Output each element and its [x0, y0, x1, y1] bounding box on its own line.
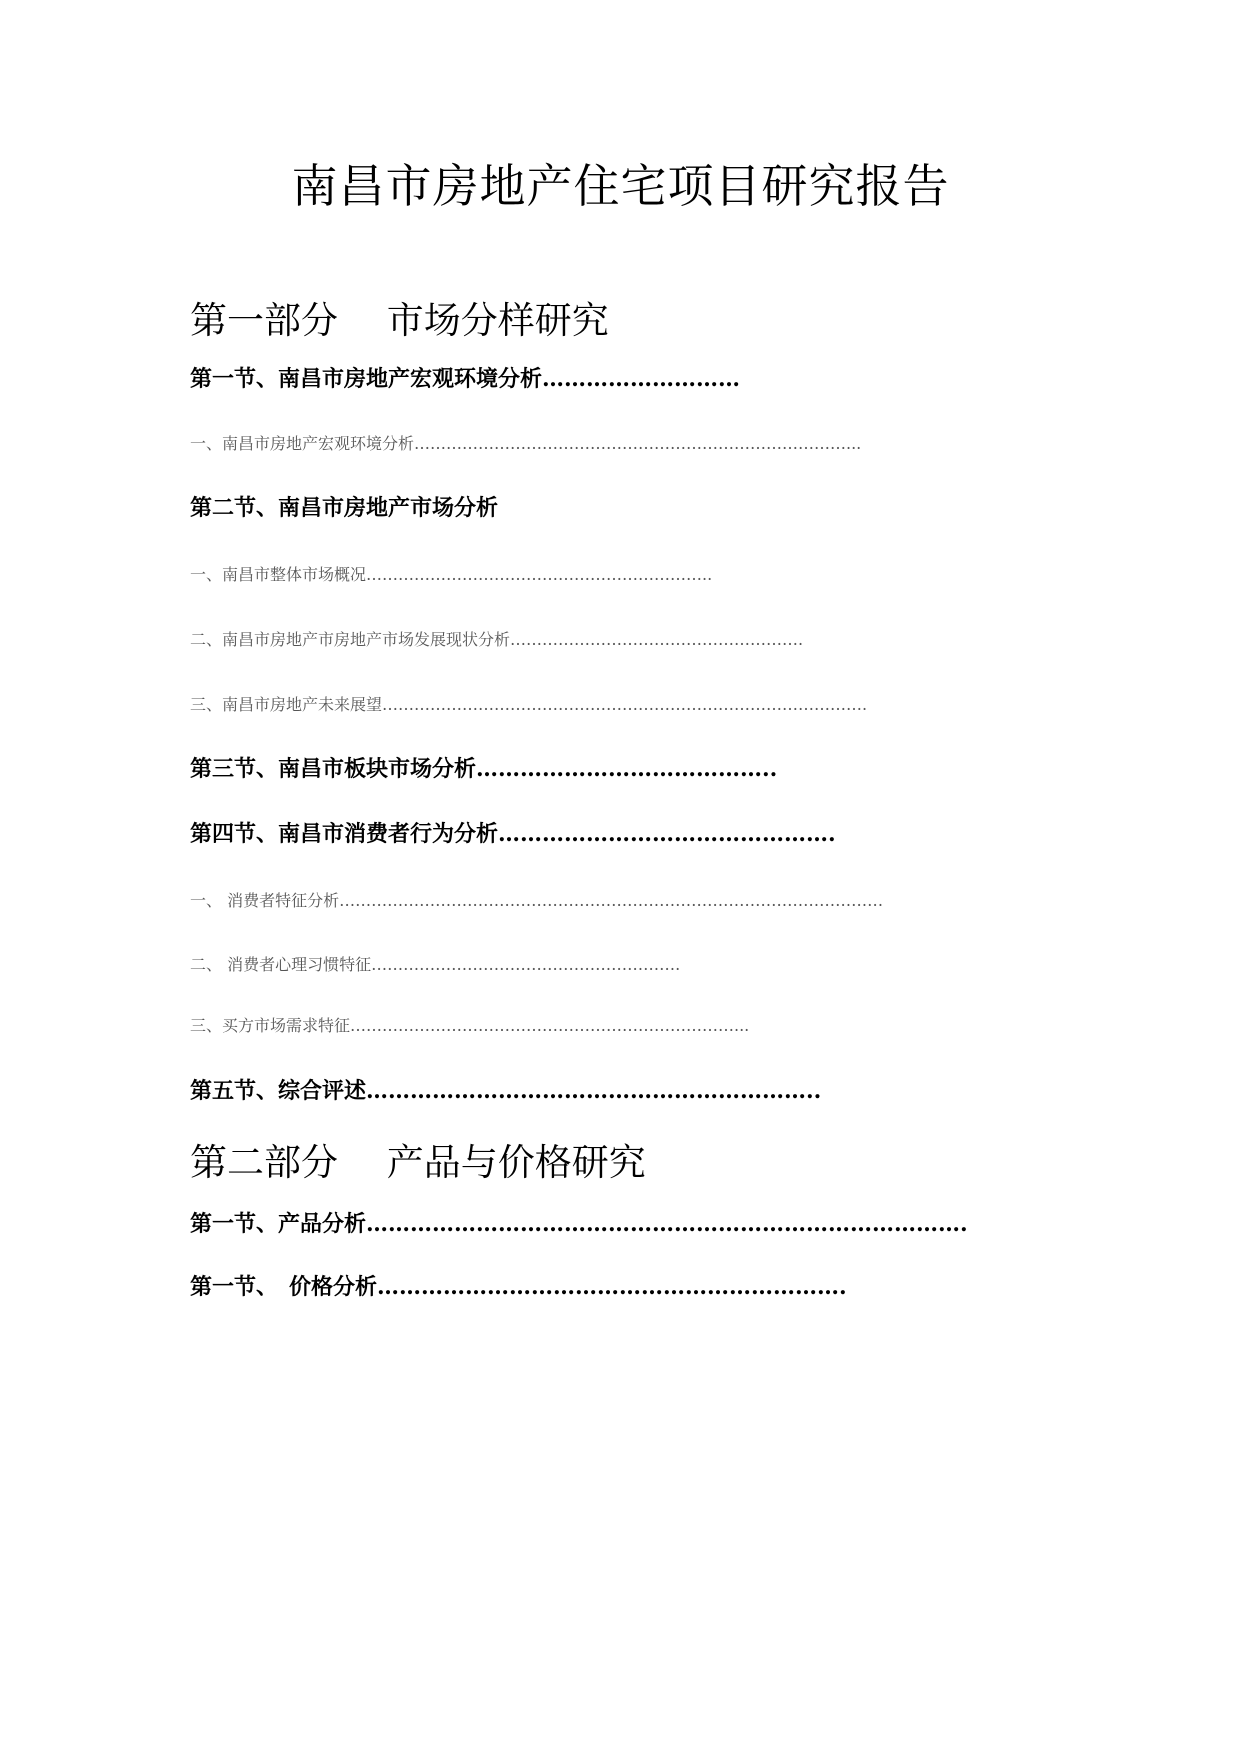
toc-section-1-3: 第三节、南昌市板块市场分析………………………………….. [190, 756, 778, 782]
toc-section-1-5: 第五节、综合评述…………………………………………………….. [190, 1078, 822, 1104]
toc-item-1-4-1: 一、 消费者特征分析………………………………………………………………………………………… [190, 891, 884, 910]
toc-section-2-1: 第一节、产品分析………………………………………………………………………. [190, 1211, 968, 1237]
toc-section-2-2: 第一节、 价格分析………………………………………………………. [190, 1274, 847, 1300]
toc-item-1-4-3: 三、买方市场需求特征………………………………………………………………... [190, 1016, 750, 1035]
toc-section-1-2: 第二节、南昌市房地产市场分析 [190, 495, 499, 521]
toc-section-1-1: 第一节、南昌市房地产宏观环境分析……………………… [190, 366, 741, 392]
toc-part-1: 第一部分 市场分样研究 [190, 299, 609, 342]
toc-item-1-4-2: 二、 消费者心理习惯特征…………………………………………………. [190, 955, 681, 974]
document-title: 南昌市房地产住宅项目研究报告 [291, 159, 950, 213]
toc-item-1-2-2: 二、南昌市房地产市房地产市场发展现状分析………………………………………………. [190, 630, 804, 649]
toc-item-1-1-1: 一、南昌市房地产宏观环境分析………………………………………………………………………... [190, 434, 862, 453]
toc-item-1-2-1: 一、南昌市整体市场概况……………………………………………………….. [190, 565, 713, 584]
toc-section-1-4: 第四节、南昌市消费者行为分析………………………………………. [190, 821, 836, 847]
toc-item-1-2-3: 三、南昌市房地产未来展望………………………………………………………………………………. [190, 695, 868, 714]
toc-part-2: 第二部分 产品与价格研究 [190, 1141, 646, 1184]
